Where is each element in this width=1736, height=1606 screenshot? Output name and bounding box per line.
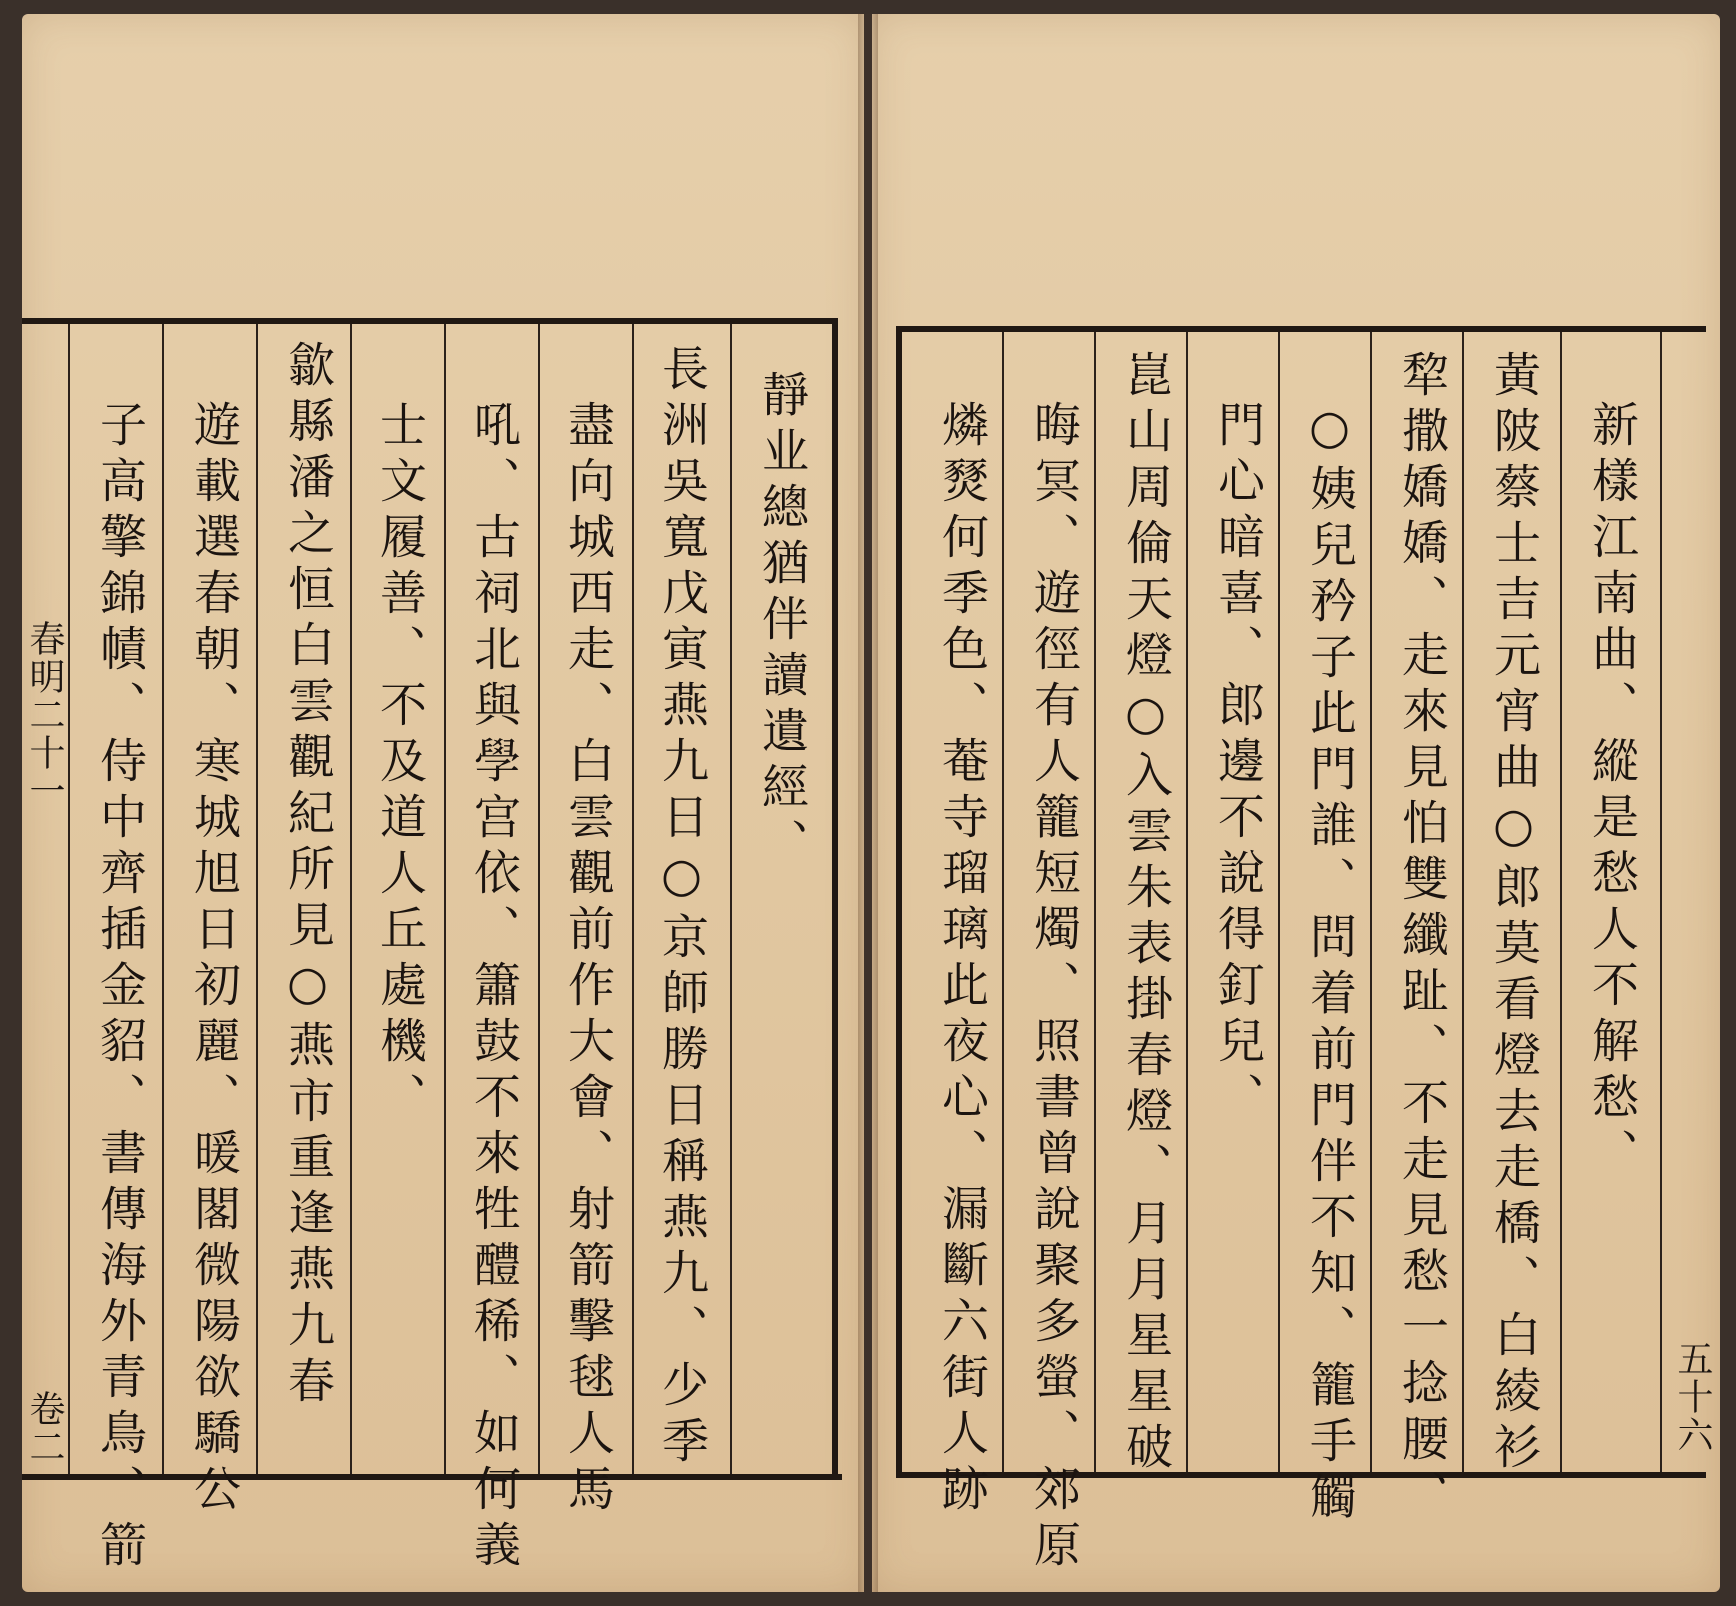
right-column-divider xyxy=(1462,332,1464,1472)
right-column-divider xyxy=(1560,332,1562,1472)
right-column-divider xyxy=(1002,332,1004,1472)
left-text-column-7: 遊載選春朝、寒城旭日初麗、暖閣微陽欲驕公 xyxy=(186,400,241,1520)
left-margin-title: 春明二十一 xyxy=(24,620,65,810)
left-column-divider xyxy=(162,324,164,1474)
left-text-column-4: 吼、古祠北與學宫依、簫鼓不來牲醴稀、如何義 xyxy=(466,400,521,1576)
right-column-divider xyxy=(1186,332,1188,1472)
right-column-divider xyxy=(1278,332,1280,1472)
left-column-divider xyxy=(68,324,70,1474)
left-column-divider xyxy=(632,324,634,1474)
left-column-divider xyxy=(730,324,732,1474)
right-column-divider xyxy=(1370,332,1372,1472)
left-text-column-3: 盡向城西走、白雲觀前作大會、射箭擊毬人馬 xyxy=(560,400,615,1520)
left-text-column-2: 長洲吳寬戊寅燕九日○京師勝日稱燕九、少季 xyxy=(654,344,709,1472)
right-frame-bottom-rule xyxy=(896,1472,1706,1478)
right-column-divider xyxy=(1660,332,1662,1472)
right-text-column-4: ○姨兒矜子此門誰、問着前門伴不知、籠手觸 xyxy=(1302,400,1357,1528)
left-text-column-1: 靜业總猶伴讀遺經、 xyxy=(754,370,809,874)
left-text-column-8: 子高擎錦幘、侍中齊插金貂、書傳海外青鳥、箭 xyxy=(92,400,147,1576)
left-text-column-6: 歙縣潘之恒白雲觀紀所見○燕市重逢燕九春 xyxy=(280,340,335,1412)
right-frame-left-rule xyxy=(896,326,902,1478)
left-frame-right-rule xyxy=(832,318,838,1480)
left-column-divider xyxy=(350,324,352,1474)
left-column-divider xyxy=(256,324,258,1474)
right-text-column-3: 犂撒嬌嬌、走來見怕雙纖趾、不走見愁一捻腰、 xyxy=(1394,350,1449,1526)
right-text-column-5: 門心暗喜、郎邊不說得釘兒、 xyxy=(1210,400,1265,1128)
left-page xyxy=(22,14,864,1592)
right-folio-number: 五十六 xyxy=(1672,1340,1713,1454)
left-frame-top-rule xyxy=(22,318,838,324)
right-column-divider xyxy=(1094,332,1096,1472)
right-text-column-8: 燐燹何季色、菴寺瑠璃此夜心、漏斷六街人跡 xyxy=(934,400,989,1520)
right-text-column-6: 崑山周倫天燈○入雲朱表掛春燈、月月星星破 xyxy=(1118,350,1173,1478)
left-text-column-5: 士文履善、不及道人丘處機、 xyxy=(372,400,427,1128)
right-text-column-7: 晦冥、遊徑有人籠短燭、照書曾說聚多螢、郊原 xyxy=(1026,400,1081,1576)
right-text-column-1: 新樣江南曲、縱是愁人不解愁、 xyxy=(1584,400,1639,1184)
right-text-column-2: 黃陂蔡士吉元宵曲○郎莫看燈去走橋、白綾衫 xyxy=(1486,350,1541,1478)
right-frame-top-rule xyxy=(896,326,1706,332)
book-gutter xyxy=(858,14,878,1592)
left-column-divider xyxy=(444,324,446,1474)
left-margin-juan: 卷二 xyxy=(24,1390,65,1466)
left-column-divider xyxy=(538,324,540,1474)
